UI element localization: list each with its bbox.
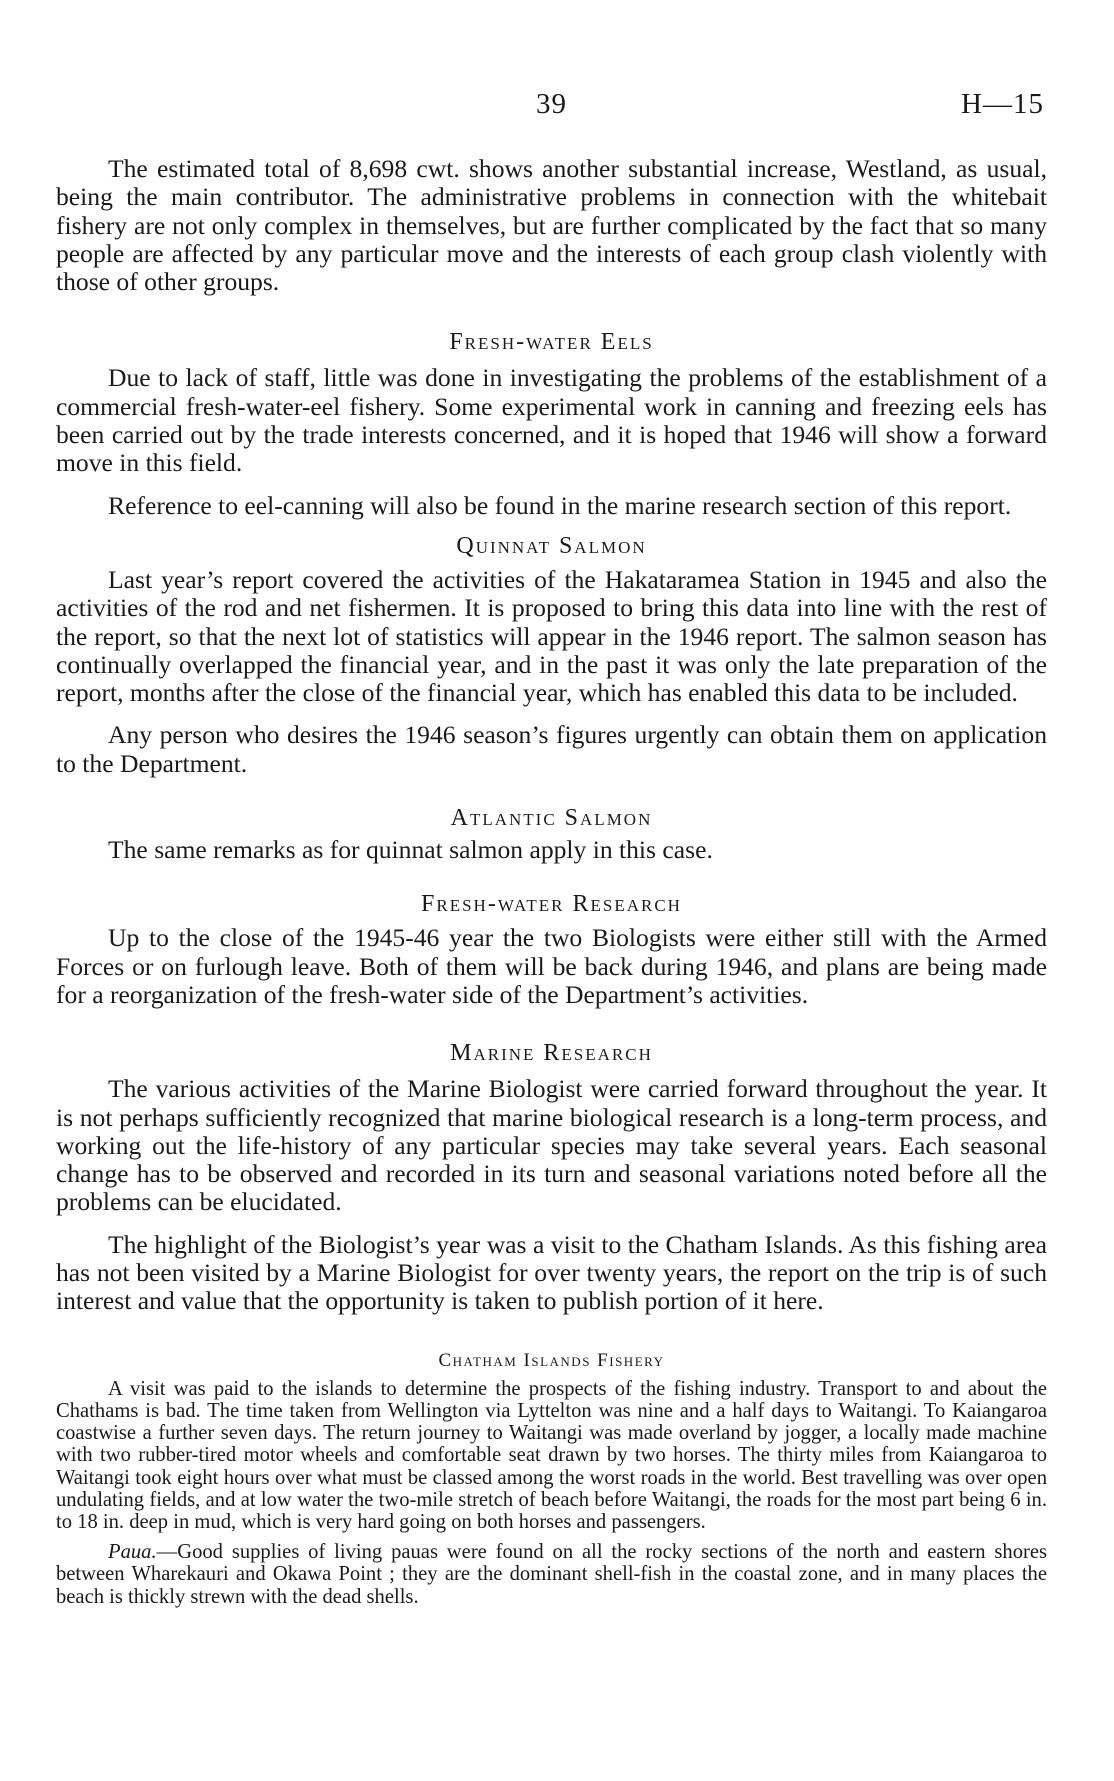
eels-paragraph-1: Due to lack of staff, little was done in investigating the problems of the establishment of a commercial fresh-water-eel fishery. Some experimental work in canning and freezing eels has been carried out by the trade interests concerned, and it is hoped that 1946 will show a forward move in this field. (56, 363, 1047, 478)
heading-marine-research: Marine Research (450, 1040, 653, 1067)
marine-section (56, 1075, 1047, 1315)
freshwater-research-section (56, 924, 1047, 1009)
page-number: 39 (536, 88, 567, 120)
atlantic-section (56, 836, 1047, 864)
heading-fresh-water-eels: Fresh-water Eels (449, 329, 654, 356)
eels-section (56, 364, 1047, 519)
freshwater-research-paragraph: Up to the close of the 1945-46 year the two Biologists were either still with the Armed Forces or on furlough leave. Both of them will be back during 1946, and plans are being made for a reorganization of the fresh-water side of the Department’s activities. (56, 923, 1047, 1009)
chatham-paragraph-1: A visit was paid to the islands to determine the prospects of the fishing industry. Transport to and about the Chathams is bad. The time taken from Wellington via Lyttelton was nine and a half days to Waitangi. To Kaiangaroa coastwise a further seven days. The return journey to Waitangi was made overland by jogger, a locally made machine with two rubber-tired motor wheels and comfortable seat drawn by two horses. The thirty miles from Kaiangaroa to Waitangi took eight hours over what must be classed among the worst roads in the world. Best travelling was over open undulating fields, and at low water the two-mile stretch of beach before Waitangi, the roads for the most part being 6 in. to 18 in. deep in mud, which is very hard going on both horses and passengers. (56, 1377, 1047, 1534)
page-body (56, 155, 1047, 1608)
heading-chatham-islands-fishery: Chatham Islands Fishery (438, 1349, 665, 1371)
paua-lead: Paua. (108, 1541, 157, 1564)
marine-paragraph-1: The various activities of the Marine Biologist were carried forward throughout the year. It is not perhaps sufficiently recognized that marine biological research is a long-term process, and working out the life-history of any particular species may take several years. Each seasonal change has to be observed and recorded in its turn and seasonal variations noted before all the problems can be elucidated. (56, 1074, 1047, 1217)
quinnat-section (56, 566, 1047, 778)
document-reference: H—15 (961, 88, 1044, 120)
heading-atlantic-salmon: Atlantic Salmon (450, 805, 653, 832)
heading-quinnat-salmon: Quinnat Salmon (456, 532, 647, 559)
atlantic-paragraph: The same remarks as for quinnat salmon apply in this case. (108, 835, 713, 865)
eels-paragraph-2: Reference to eel-canning will also be found in the marine research section of this report. (108, 490, 1012, 520)
intro-section (56, 155, 1047, 296)
intro-paragraph: The estimated total of 8,698 cwt. shows another substantial increase, Westland, as usual, being the main contributor. The administrative problems in connection with the whitebait fishery are not only complex in themselves, but are further complicated by the fact that so many people are affected by any particular move and the interests of each group clash violently with those of other groups. (56, 154, 1047, 297)
chatham-paragraph-2 (56, 1541, 1047, 1608)
quinnat-paragraph-1: Last year’s report covered the activities of the Hakataramea Station in 1945 and also the activities of the rod and net fishermen. It is proposed to bring this data into line with the rest of the report, so that the next lot of statistics will appear in the 1946 report. The salmon season has continually overlapped the financial year, and in the past it was only the late preparation of the report, months after the close of the financial year, which has enabled this data to be included. (56, 564, 1047, 708)
page-header (0, 88, 1114, 128)
paua-text: —Good supplies of living pauas were found on all the rocky sections of the north and eastern shores between Wharekauri and Okawa Point ; they are the dominant shell-fish in the coastal zone, and in many places the beach is thickly strewn with the dead shells. (56, 1541, 1047, 1608)
quinnat-paragraph-2: Any person who desires the 1946 season’s figures urgently can obtain them on application to the Department. (56, 720, 1047, 778)
chatham-section (56, 1378, 1047, 1608)
heading-fresh-water-research: Fresh-water Research (421, 891, 682, 918)
marine-paragraph-2: The highlight of the Biologist’s year was a visit to the Chatham Islands. As this fishing area has not been visited by a Marine Biologist for over twenty years, the report on the trip is of such interest and value that the opportunity is taken to publish portion of it here. (56, 1229, 1047, 1316)
